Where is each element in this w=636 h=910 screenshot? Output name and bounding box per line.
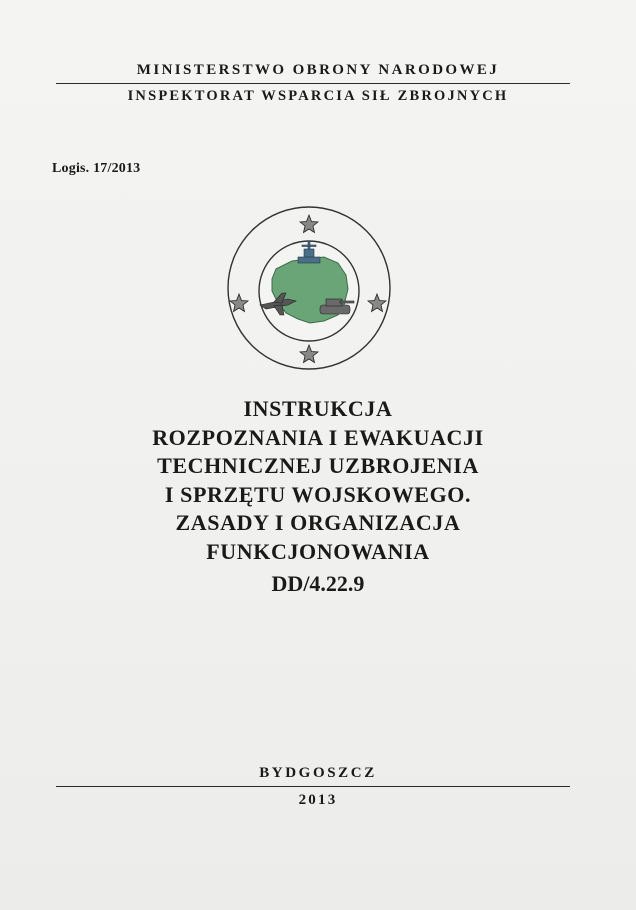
title-line: I SPRZĘTU WOJSKOWEGO. (164, 481, 472, 507)
inspectorate-name: INSPEKTORAT WSPARCIA SIŁ ZBROJNYCH (127, 88, 509, 104)
document-title (0, 395, 636, 598)
title-line: INSTRUKCJA (243, 396, 393, 421)
title-line: ROZPOZNANIA I EWAKUACJI (152, 424, 484, 450)
publication-year: 2013 (298, 792, 338, 808)
document-code: DD/4.22.9 (271, 571, 365, 596)
footer-divider (56, 786, 570, 787)
header-divider (56, 83, 570, 84)
title-line: TECHNICZNEJ UZBROJENIA (157, 453, 479, 478)
armed-forces-support-emblem-icon (226, 205, 392, 371)
document-reference: Logis. 17/2013 (52, 161, 141, 176)
title-line: ZASADY I ORGANIZACJA (175, 510, 461, 535)
ministry-name: MINISTERSTWO OBRONY NARODOWEJ (136, 62, 500, 78)
publication-city: BYDGOSZCZ (259, 765, 377, 781)
title-line: FUNKCJONOWANIA (206, 538, 430, 564)
